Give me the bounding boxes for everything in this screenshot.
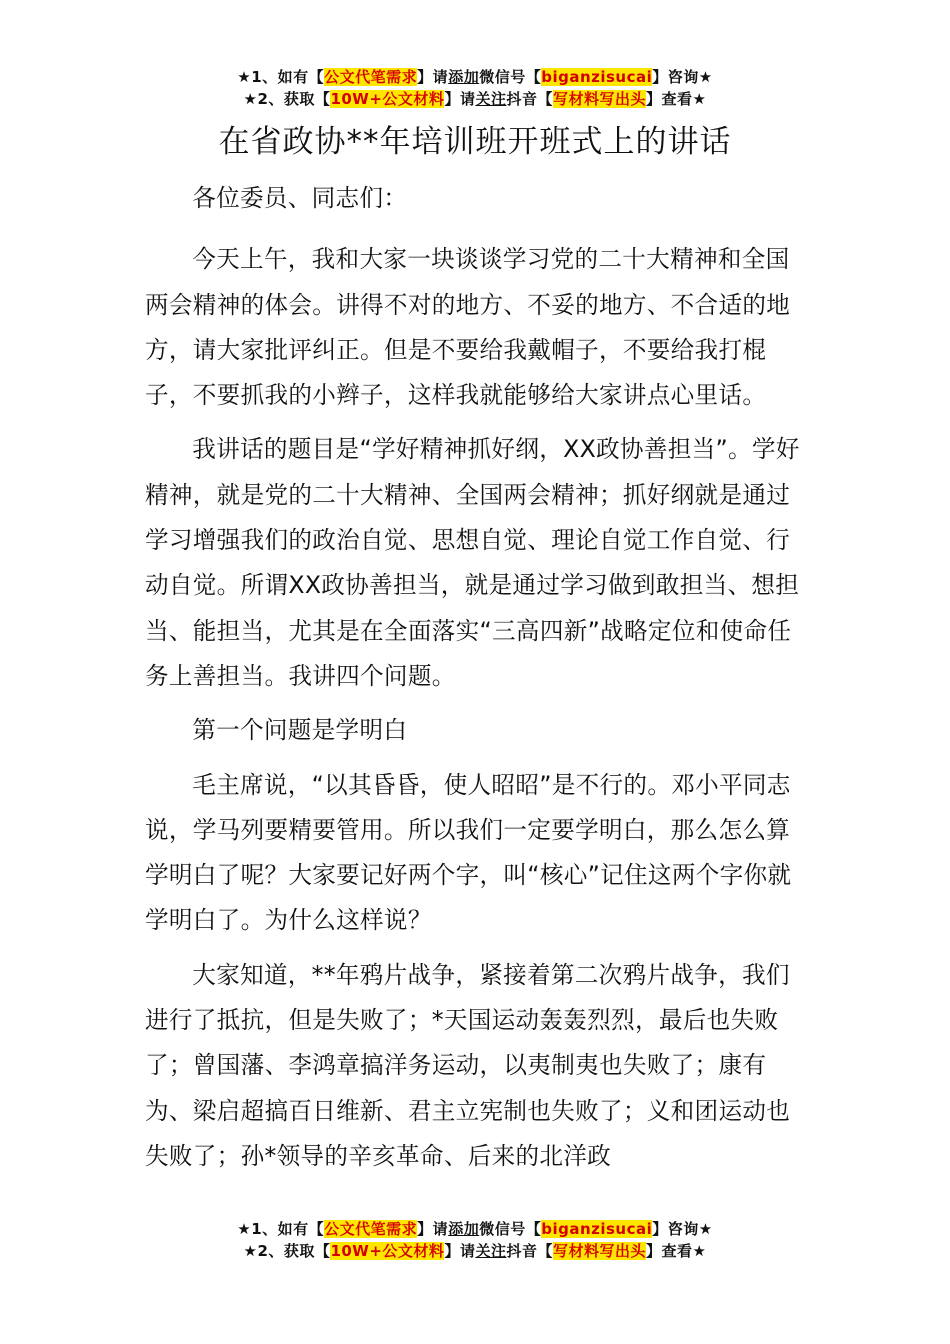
ad-text: 】请: [417, 68, 449, 86]
paragraph: 我讲话的题目是“学好精神抓好纲，XX政协善担当”。学好精神，就是党的二十大精神、全国两会精神；抓好纲就是通过学习增强我们的政治自觉、思想自觉、理论自觉工作自觉、行动自觉。所谓XX政协善担当，就是通过学习做到敢担当、想担当、能担当，尤其是在全面落实“三高四新”战略定位和使命任务上善担当。我讲四个问题。: [145, 435, 800, 690]
ad-highlight-wechat: biganzisucai: [541, 68, 653, 86]
ad-emphasis: 添加: [448, 68, 480, 86]
ad-text: 抖音【: [506, 90, 553, 108]
paragraph: 大家知道，**年鸦片战争，紧接着第二次鸦片战争，我们进行了抵抗，但是失败了；*天国运动轰轰烈烈，最后也失败了；曾国藩、李鸿章搞洋务运动，以夷制夷也失败了；康有为、梁启超搞百日维新、君主立宪制也失败了；义和团运动也失败了；孙*领导的辛亥革命、后来的北洋政: [145, 960, 791, 1170]
ad-highlight-douyin: 写材料写出头: [552, 1242, 646, 1260]
ad-text: 】查看★: [646, 1242, 707, 1260]
ad-line-2: [0, 88, 950, 110]
ad-emphasis: 关注: [475, 90, 507, 108]
document-body: [145, 176, 810, 1188]
ad-text: 微信号【: [479, 1220, 542, 1238]
ad-line-1: [0, 66, 950, 88]
ad-highlight-douyin: 写材料写出头: [552, 90, 646, 108]
ad-text: ★2、获取【: [243, 1242, 331, 1260]
ad-text: 】请: [444, 1242, 476, 1260]
ad-text: 】请: [417, 1220, 449, 1238]
ad-text: ★2、获取【: [243, 90, 331, 108]
ad-highlight-materials: 10W+公文材料: [330, 1242, 445, 1260]
ad-banner-top: [0, 66, 950, 110]
ad-text: ★1、如有【: [237, 68, 325, 86]
ad-highlight-materials: 10W+公文材料: [330, 90, 445, 108]
ad-banner-bottom: [0, 1218, 950, 1262]
ad-text: ★1、如有【: [237, 1220, 325, 1238]
ad-line-1: [0, 1218, 950, 1240]
ad-text: 】咨询★: [652, 68, 713, 86]
ad-text: 微信号【: [479, 68, 542, 86]
ad-emphasis: 关注: [475, 1242, 507, 1260]
ad-emphasis: 添加: [448, 1220, 480, 1238]
paragraph: 今天上午，我和大家一块谈谈学习党的二十大精神和全国两会精神的体会。讲得不对的地方、不妥的地方、不合适的地方，请大家批评纠正。但是不要给我戴帽子，不要给我打棍子，不要抓我的小辫子，这样我就能够给大家讲点心里话。: [145, 245, 791, 410]
ad-highlight-service: 公文代笔需求: [324, 1220, 418, 1238]
document-title: 在省政协**年培训班开班式上的讲话: [218, 124, 732, 160]
paragraph: 毛主席说，“以其昏昏，使人昭昭”是不行的。邓小平同志说，学马列要精要管用。所以我们一定要学明白，那么怎么算学明白了呢？大家要记好两个字，叫“核心”记住这两个字你就学明白了。为什么这样说？: [145, 770, 792, 935]
ad-highlight-wechat: biganzisucai: [541, 1220, 653, 1238]
ad-highlight-service: 公文代笔需求: [324, 68, 418, 86]
ad-text: 】咨询★: [652, 1220, 713, 1238]
section-heading: 第一个问题是学明白: [192, 716, 408, 745]
ad-line-2: [0, 1240, 950, 1262]
salutation: 各位委员、同志们：: [192, 184, 408, 212]
ad-text: 】请: [444, 90, 476, 108]
ad-text: 抖音【: [506, 1242, 553, 1260]
ad-text: 】查看★: [646, 90, 707, 108]
